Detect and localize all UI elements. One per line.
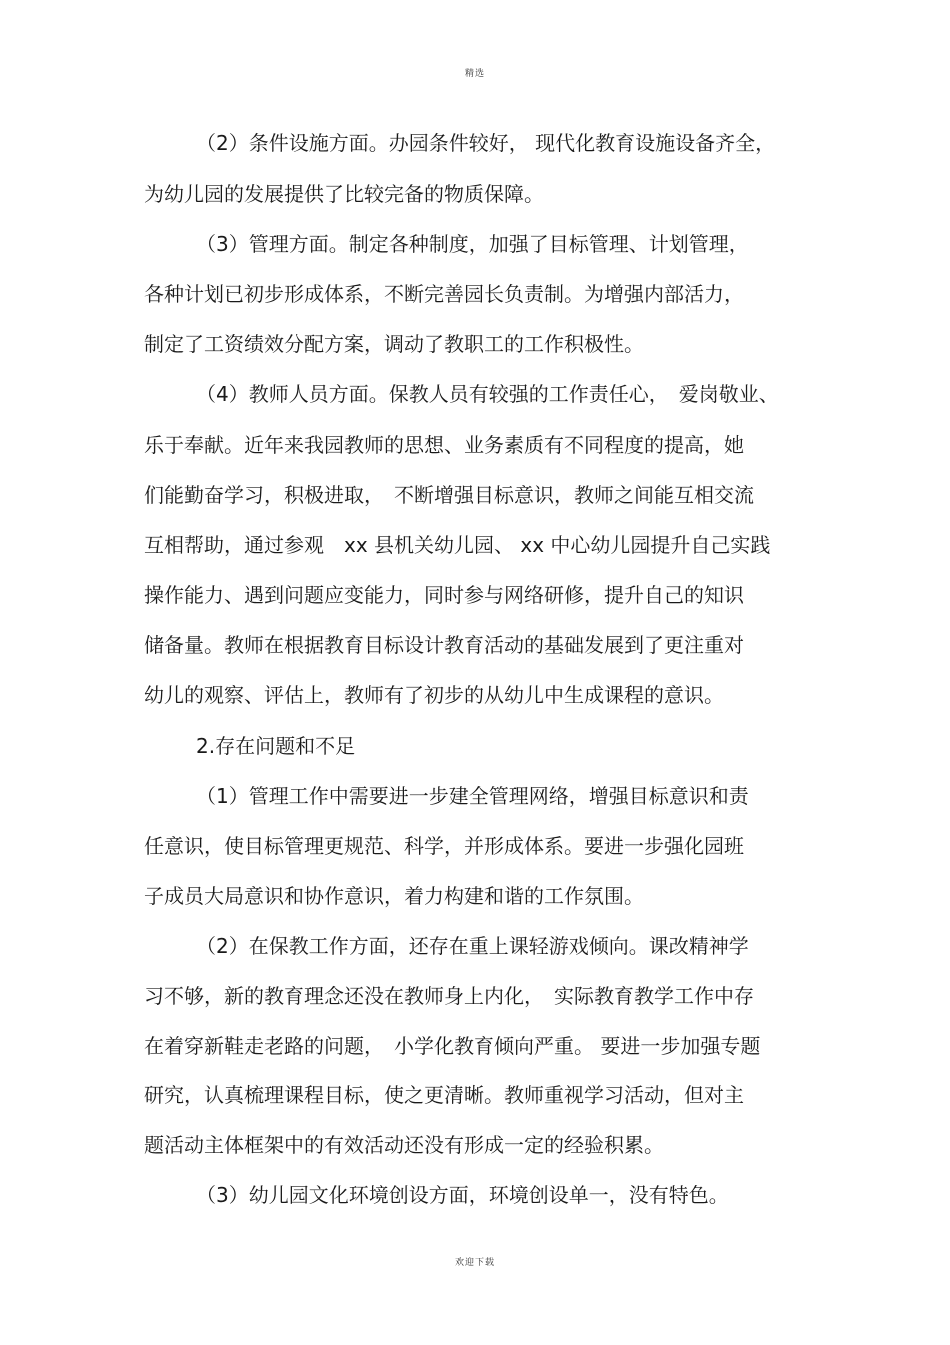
text-line: （2）条件设施方面。办园条件较好， 现代化教育设施设备齐全，	[196, 131, 776, 155]
text-line: 互相帮助，通过参观 xx 县机关幼儿园、 xx 中心幼儿园提升自己实践	[144, 533, 771, 557]
text-line: 幼儿的观察、评估上，教师有了初步的从幼儿中生成课程的意识。	[144, 683, 724, 707]
text-line: 为幼儿园的发展提供了比较完备的物质保障。	[144, 182, 544, 206]
text-line: 在着穿新鞋走老路的问题， 小学化教育倾向严重。 要进一步加强专题	[144, 1034, 761, 1058]
text-line: 习不够，新的教育理念还没在教师身上内化， 实际教育教学工作中存	[144, 984, 754, 1008]
text-line: （4）教师人员方面。保教人员有较强的工作责任心， 爱岗敬业、	[196, 382, 779, 406]
text-line: 们能勤奋学习，积极进取， 不断增强目标意识，教师之间能互相交流	[144, 483, 754, 507]
text-line: 各种计划已初步形成体系，不断完善园长负责制。为增强内部活力，	[144, 282, 744, 306]
text-line: 乐于奉献。近年来我园教师的思想、业务素质有不同程度的提高，她	[144, 433, 744, 457]
text-line: 题活动主体框架中的有效活动还没有形成一定的经验积累。	[144, 1133, 664, 1157]
text-line: （3）管理方面。制定各种制度，加强了目标管理、计划管理，	[196, 232, 749, 256]
text-line: 子成员大局意识和协作意识，着力构建和谐的工作氛围。	[144, 884, 644, 908]
header-mark: 精选	[464, 69, 485, 79]
text-line: （1）管理工作中需要进一步建全管理网络，增强目标意识和责	[196, 784, 749, 808]
text-line: （2）在保教工作方面，还存在重上课轻游戏倾向。课改精神学	[196, 934, 749, 958]
footer-mark: 欢迎下载	[454, 1258, 495, 1268]
text-line: 制定了工资绩效分配方案，调动了教职工的工作积极性。	[144, 332, 644, 356]
text-line: 任意识，使目标管理更规范、科学，并形成体系。要进一步强化园班	[144, 834, 744, 858]
text-line: （3）幼儿园文化环境创设方面，环境创设单一，没有特色。	[196, 1183, 729, 1207]
text-line: 储备量。教师在根据教育目标设计教育活动的基础发展到了更注重对	[144, 633, 744, 657]
section-heading: 2.存在问题和不足	[196, 734, 356, 758]
text-line: 研究，认真梳理课程目标，使之更清晰。教师重视学习活动，但对主	[144, 1083, 744, 1107]
text-line: 操作能力、遇到问题应变能力，同时参与网络研修，提升自己的知识	[144, 583, 744, 607]
